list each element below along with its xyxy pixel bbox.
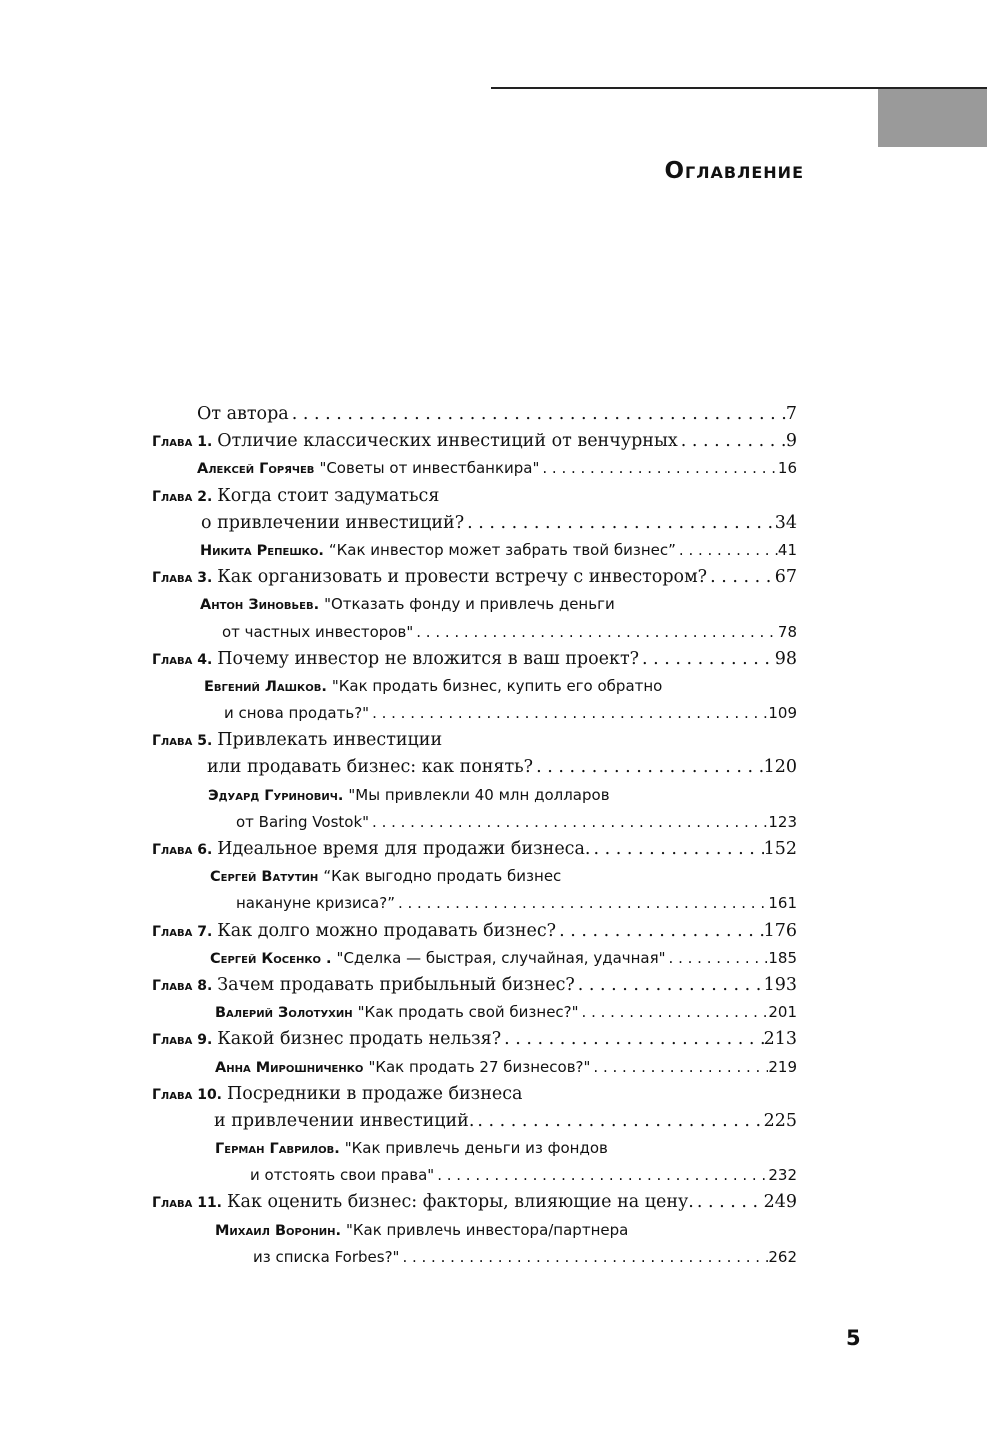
chapter-label: Глава 4. xyxy=(152,651,213,668)
page-ref: 213 xyxy=(763,1029,797,1050)
toc-entry xyxy=(152,1108,797,1135)
toc-entry xyxy=(152,836,797,863)
toc-entry xyxy=(152,510,797,537)
page-ref: 120 xyxy=(763,757,797,778)
entry-title: "Как продать свой бизнес?" xyxy=(357,1003,579,1022)
toc-entry xyxy=(152,537,797,564)
toc-entry xyxy=(152,890,797,917)
dot-leader xyxy=(369,809,768,836)
author-name: Евгений Лашков. xyxy=(204,678,327,695)
entry-title: "Советы от инвестбанкира" xyxy=(319,459,540,478)
toc-entry xyxy=(152,782,797,809)
page-ref: 67 xyxy=(774,567,797,588)
entry-title: от Baring Vostok" xyxy=(236,812,370,831)
page-ref: 123 xyxy=(768,812,797,831)
toc-entry xyxy=(152,428,797,455)
entry-title: и отстоять свои права" xyxy=(250,1166,435,1185)
dot-leader xyxy=(676,537,778,564)
page-ref: 249 xyxy=(763,1192,797,1213)
author-name: Эдуард Гуринович. xyxy=(208,787,344,804)
toc-entry xyxy=(152,401,797,428)
page-number: 5 xyxy=(846,1326,861,1350)
toc-entry xyxy=(152,700,797,727)
entry-title: Идеальное время для продажи бизнеса. xyxy=(217,839,591,859)
toc-entry xyxy=(152,972,797,999)
chapter-label: Глава 3. xyxy=(152,570,213,587)
entry-title: Посредники в продаже бизнеса xyxy=(227,1083,523,1104)
page-ref: 9 xyxy=(785,431,797,452)
chapter-label: Глава 7. xyxy=(152,923,213,940)
author-name: Валерий Золотухин xyxy=(215,1005,353,1022)
entry-title: От автора xyxy=(197,404,289,424)
entry-title: о привлечении инвестиций? xyxy=(201,512,465,533)
page-ref: 161 xyxy=(768,894,797,913)
page-ref: 109 xyxy=(768,704,797,723)
entry-title: "Мы привлекли 40 млн долларов xyxy=(348,785,610,804)
page-ref: 262 xyxy=(768,1247,797,1266)
table-of-contents xyxy=(152,401,797,1271)
toc-entry xyxy=(152,945,797,972)
entry-title: "Отказать фонду и привлечь деньги xyxy=(324,595,615,614)
entry-title: Как организовать и провести встречу с инвестором? xyxy=(217,567,708,588)
chapter-label: Глава 6. xyxy=(152,842,213,858)
toc-entry xyxy=(152,809,797,836)
entry-title: "Как привлечь деньги из фондов xyxy=(344,1139,608,1158)
toc-entry xyxy=(152,1054,797,1081)
page-ref: 225 xyxy=(763,1110,797,1131)
entry-title: Отличие классических инвестиций от венчурных xyxy=(217,431,678,452)
toc-entry xyxy=(152,754,797,781)
dot-leader xyxy=(575,972,764,999)
dot-leader xyxy=(533,754,764,781)
chapter-label: Глава 10. xyxy=(152,1086,223,1103)
entry-title: от частных инвесторов" xyxy=(222,622,414,641)
entry-title: накануне кризиса?” xyxy=(236,894,395,913)
page-ref: 7 xyxy=(785,404,797,424)
toc-entry xyxy=(152,646,797,673)
entry-title: "Как продать 27 бизнесов?" xyxy=(368,1057,591,1076)
entry-title: и снова продать?" xyxy=(224,704,370,723)
toc-entry xyxy=(152,1081,797,1108)
chapter-label: Глава 2. xyxy=(152,488,213,505)
toc-entry xyxy=(152,999,797,1026)
page-ref: 152 xyxy=(763,839,797,859)
entry-title: из списка Forbes?" xyxy=(253,1247,400,1266)
chapter-label: Глава 11. xyxy=(152,1195,223,1212)
page-title: Оглавление xyxy=(664,158,804,184)
dot-leader xyxy=(579,999,769,1026)
toc-entry xyxy=(152,1162,797,1189)
dot-leader xyxy=(639,646,775,673)
dot-leader xyxy=(539,455,778,482)
page-ref: 201 xyxy=(768,1003,797,1022)
toc-entry xyxy=(152,1026,797,1053)
page-ref: 98 xyxy=(774,648,797,669)
toc-entry xyxy=(152,455,797,482)
author-name: Анна Мирошниченко xyxy=(215,1059,364,1076)
dot-leader xyxy=(501,1026,764,1053)
dot-leader xyxy=(590,1054,768,1081)
toc-entry xyxy=(152,918,797,945)
entry-title: “Как выгодно продать бизнес xyxy=(323,867,562,886)
page-ref: 78 xyxy=(777,622,797,641)
dot-leader xyxy=(464,510,775,537)
entry-title: Когда стоит задуматься xyxy=(217,485,440,506)
entry-title: Какой бизнес продать нельзя? xyxy=(217,1029,502,1050)
entry-title: "Как продать бизнес, купить его обратно xyxy=(331,676,663,695)
author-name: Алексей Горячев xyxy=(197,461,315,478)
dot-leader xyxy=(556,918,764,945)
toc-entry xyxy=(152,1244,797,1271)
author-name: Герман Гаврилов. xyxy=(215,1141,340,1158)
dot-leader xyxy=(474,1108,763,1135)
entry-title: или продавать бизнес: как понять? xyxy=(207,757,534,778)
author-name: Михаил Воронин. xyxy=(215,1222,341,1239)
dot-leader xyxy=(399,1244,768,1271)
entry-title: и привлечении инвестиций. xyxy=(214,1110,475,1131)
toc-entry xyxy=(152,673,797,700)
toc-entry xyxy=(152,727,797,754)
dot-leader xyxy=(413,619,778,646)
dot-leader xyxy=(369,700,768,727)
chapter-label: Глава 5. xyxy=(152,733,213,750)
entry-title: Привлекать инвестиции xyxy=(217,730,443,751)
entry-title: Почему инвестор не вложится в ваш проект? xyxy=(217,648,640,669)
chapter-label: Глава 8. xyxy=(152,977,213,994)
toc-entry xyxy=(152,619,797,646)
author-name: Никита Репешко. xyxy=(200,542,324,559)
dot-leader xyxy=(395,890,768,917)
toc-entry xyxy=(152,1135,797,1162)
dot-leader xyxy=(434,1162,768,1189)
page-ref: 34 xyxy=(774,512,797,533)
entry-title: Зачем продавать прибыльный бизнес? xyxy=(217,974,575,995)
entry-title: Как долго можно продавать бизнес? xyxy=(217,920,557,941)
entry-title: "Как привлечь инвестора/партнера xyxy=(345,1220,629,1239)
toc-entry xyxy=(152,1189,797,1216)
toc-entry xyxy=(152,1217,797,1244)
page-ref: 193 xyxy=(763,974,797,995)
toc-entry xyxy=(152,591,797,618)
toc-entry xyxy=(152,564,797,591)
page-ref: 176 xyxy=(763,920,797,941)
page-ref: 41 xyxy=(777,540,797,559)
page-ref: 219 xyxy=(768,1057,797,1076)
author-name: Сергей Ватутин xyxy=(210,869,319,886)
dot-leader xyxy=(678,428,786,455)
entry-title: Как оценить бизнес: факторы, влияющие на цену. xyxy=(227,1192,694,1213)
dot-leader xyxy=(707,564,775,591)
page-ref: 232 xyxy=(768,1166,797,1185)
author-name: Антон Зиновьев. xyxy=(200,597,320,614)
chapter-label: Глава 9. xyxy=(152,1032,213,1049)
page-ref: 16 xyxy=(777,459,797,478)
page-ref: 185 xyxy=(768,948,797,967)
toc-entry xyxy=(152,483,797,510)
dot-leader xyxy=(694,1189,764,1216)
toc-entry xyxy=(152,863,797,890)
dot-leader xyxy=(590,836,763,863)
author-name: Сергей Косенко . xyxy=(210,950,332,967)
dot-leader xyxy=(666,945,769,972)
corner-tab-block xyxy=(878,89,987,147)
entry-title: “Как инвестор может забрать твой бизнес” xyxy=(328,540,676,559)
chapter-label: Глава 1. xyxy=(152,434,213,451)
dot-leader xyxy=(289,401,786,428)
entry-title: "Сделка — быстрая, случайная, удачная" xyxy=(336,948,666,967)
